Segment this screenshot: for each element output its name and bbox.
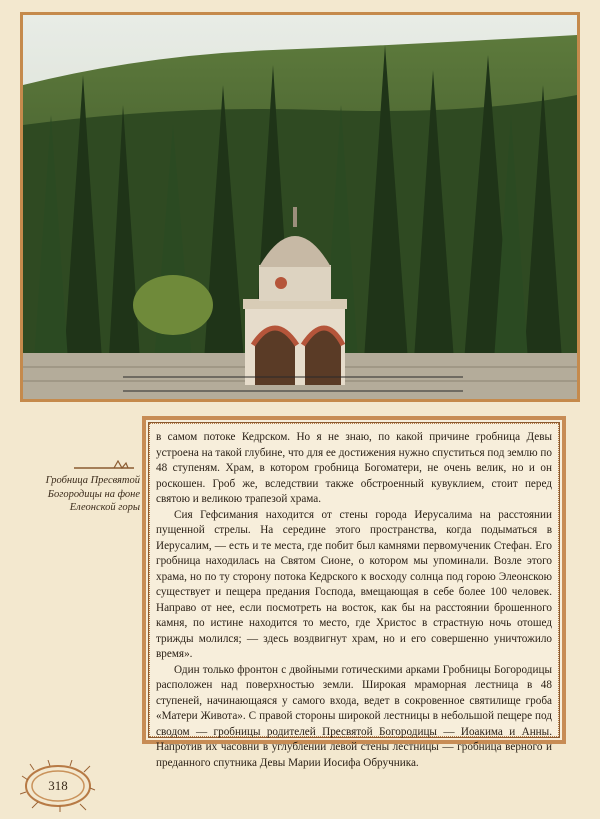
paragraph-3: Один только фронтон с двойными готическими арками Гробницы Богородицы расположен над поверхностью земли. Широкая мраморная лестница в 48 ступеней, начинающаяся у самого входа, ведет в сокровенное святилище гроба «Матери Живота». С правой стороны широкой лестницы в небольшой пещере под сводом — гробницы родителей Пресвятой Богородицы — Иоакима и Анны. Напротив их часовни в углублении левой стены лестницы — гробница верного и преданного спутника Девы Марии Иосифа Обручника. xyxy=(156,663,552,769)
paragraph-2: Сия Гефсимания находится от стены города Иерусалима на расстоянии пущенной стрелы. На середине этого пространства, когда подыматься в Иерусалим, — есть и те места, где побит был камнями первомученик Стефан. Его гробница находилась на Святом Сионе, о котором мы упоминали. Возле этого храма, но по ту сторону потока Кедрского к восходу солнца под горою Элеонскою существует и пещера предания Господа, вмещающая в себе более 100 человек. Направо от нее, если посмотреть на восток, как бы на расстоянии брошенного камня, по истине находится то место, где Христос в страстную ночь отошед трижды молился; — здесь воздвигнут храм, но и его совершенно уничтожило время». xyxy=(156,508,552,660)
paragraph-1: в самом потоке Кедрском. Но я не знаю, по какой причине гробница Девы устроена на такой глубине, что для ее достижения нужно спуститься под землю по 48 ступеням. Храм, в котором гробница Богоматери, не очень велик, но и он роскошен. Гроб же, вследствии также обстроенный кувуклием, стоит перед святою и великою трапезой храма. xyxy=(156,431,552,505)
caption-line-3: Елеонской горы xyxy=(69,502,140,513)
photo-frame xyxy=(20,12,580,402)
photo-caption xyxy=(24,474,140,515)
text-frame xyxy=(142,416,566,769)
page-number: 318 xyxy=(48,778,68,793)
thorn-ornament-icon xyxy=(74,460,134,472)
church-dome-photo xyxy=(23,15,577,399)
caption-line-2: Богородицы на фоне xyxy=(47,488,140,500)
text-body xyxy=(156,430,552,769)
caption-line-1: Гробница Пресвятой xyxy=(45,475,140,486)
page-number-ornament xyxy=(20,760,96,812)
